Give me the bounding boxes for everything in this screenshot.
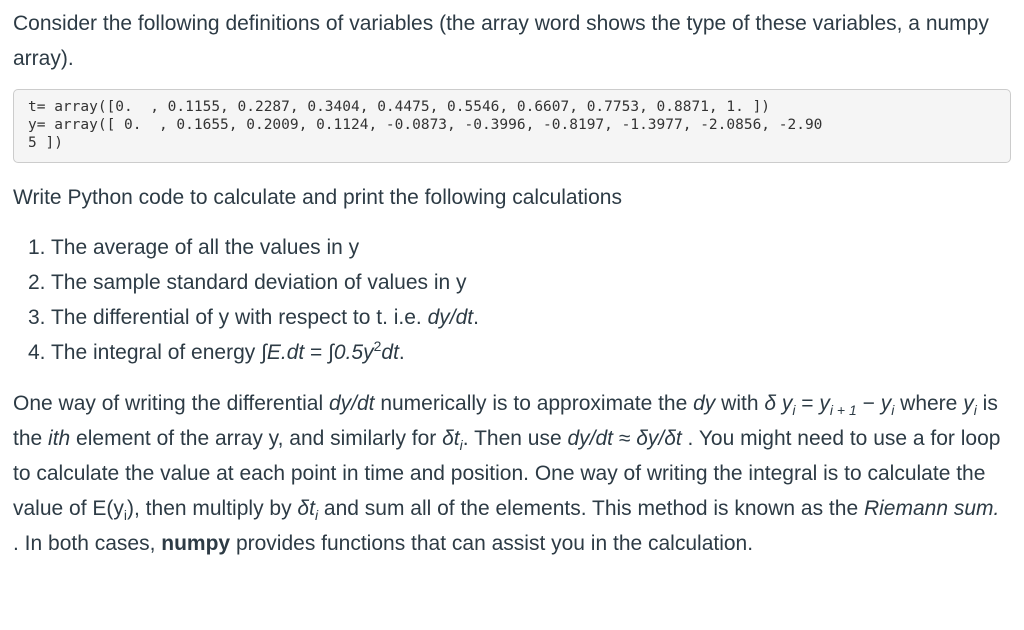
- task-item-differential: [28, 300, 1011, 335]
- bold-term: numpy: [161, 532, 231, 555]
- math-expression: δt: [442, 427, 460, 450]
- text-run: is the: [13, 392, 998, 450]
- text-run: . You might need to use a for loop to calculate the value at each point in time and position. One way of writing the integral is to calculate the value of E(y: [13, 427, 1001, 520]
- text-run: . Then use: [462, 427, 568, 450]
- code-line: 5 ]): [28, 135, 63, 151]
- text-run: . In both cases,: [13, 532, 162, 555]
- math-expression: ∫E.dt: [261, 341, 305, 364]
- text-run: element of the array y, and similarly for: [70, 427, 443, 450]
- explanation-paragraph: [13, 386, 1011, 561]
- task-text: =: [304, 341, 329, 364]
- text-run: ≈: [613, 427, 637, 450]
- math-expression: y: [963, 392, 974, 415]
- math-subscript: i: [891, 402, 895, 419]
- code-line: t= array([0. , 0.1155, 0.2287, 0.3404, 0.4475, 0.5546, 0.6607, 0.7753, 0.8871, 1. ]): [28, 99, 771, 115]
- math-expression: δt: [297, 497, 315, 520]
- code-block: [13, 89, 1011, 163]
- math-superscript: 2: [373, 338, 382, 354]
- math-expression: y: [880, 392, 892, 415]
- code-line: y= array([ 0. , 0.1655, 0.2009, 0.1124, -0.0873, -0.3996, -0.8197, -1.3977, -2.0856, -2.90: [28, 117, 823, 133]
- text-run: −: [856, 392, 881, 415]
- task-text: 4. The integral of energy: [28, 341, 262, 364]
- task-item-std: 2. The sample standard deviation of values in y: [28, 271, 467, 294]
- math-expression: δy/δt: [636, 427, 682, 450]
- math-expression: y: [819, 392, 830, 415]
- text-run: ), then multiply by: [127, 497, 298, 520]
- math-subscript: i + 1: [829, 402, 857, 419]
- math-expression: ∫0.5y: [328, 341, 374, 364]
- math-expression: dy: [693, 392, 716, 415]
- text-run: provides functions that can assist you in the calculation.: [230, 532, 754, 555]
- math-expression: δ y: [764, 392, 793, 415]
- text-run: One way of writing the differential: [13, 392, 329, 415]
- task-item-integral: [28, 335, 1011, 370]
- math-expression: dy/dt: [427, 306, 474, 329]
- intro-paragraph: Consider the following definitions of variables (the array word shows the type of these variables, a numpy array).: [13, 12, 989, 70]
- math-expression: dy/dt: [328, 392, 375, 415]
- task-heading: Write Python code to calculate and print the following calculations: [13, 186, 622, 209]
- text-run: and sum all of the elements. This method is known as the: [318, 497, 864, 520]
- math-subscript: i: [123, 507, 128, 524]
- task-text: 3. The differential of y with respect to t. i.e.: [28, 306, 428, 329]
- text-run: numerically is to approximate the: [374, 392, 694, 415]
- task-text: .: [473, 306, 479, 329]
- task-item-average: 1. The average of all the values in y: [28, 236, 360, 259]
- math-expression: dt: [381, 341, 399, 364]
- task-list: [13, 230, 1011, 370]
- math-subscript: i: [973, 402, 977, 419]
- math-expression: Riemann sum.: [863, 497, 1000, 520]
- task-text: .: [398, 341, 405, 364]
- math-subscript: i: [792, 402, 796, 419]
- math-subscript: i: [459, 437, 463, 454]
- math-expression: ith: [48, 427, 71, 450]
- text-run: where: [894, 392, 964, 415]
- math-expression: dy/dt: [567, 427, 613, 450]
- math-subscript: i: [314, 507, 319, 524]
- text-run: with: [715, 392, 765, 415]
- text-run: =: [795, 392, 820, 415]
